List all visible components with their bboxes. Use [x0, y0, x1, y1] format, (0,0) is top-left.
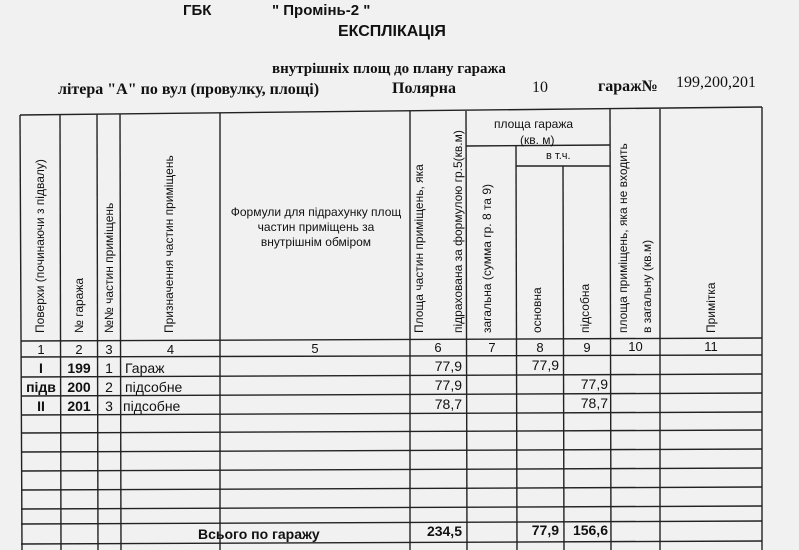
- group-header-including: в т.ч.: [546, 150, 571, 162]
- org-label: ГБК: [183, 2, 212, 19]
- group-header-garage-area: площа гаража: [494, 117, 574, 131]
- col-header-area-line1: Площа частин приміщень, яка: [412, 164, 426, 333]
- group-header-units: (кв. м): [520, 133, 555, 147]
- col-number: 5: [311, 341, 319, 356]
- document-title: ЕКСПЛІКАЦІЯ: [338, 23, 446, 40]
- col-header-formulas: Формули для підрахунку площ частин приміщень за внутрішнім обміром: [230, 205, 402, 249]
- col-header-excluded-line2: в загальну (кв.м): [640, 239, 654, 333]
- document-subtitle: внутрішніх площ до плану гаража: [272, 61, 506, 77]
- col-header-garage-number: № гаража: [72, 277, 86, 333]
- totals-aux: 156,6: [572, 522, 608, 538]
- totals-label: Всього по гаражу: [198, 526, 320, 542]
- garage-label: гараж№: [598, 78, 658, 95]
- row-garage: 199: [67, 360, 91, 376]
- col-number: 3: [105, 342, 113, 357]
- garage-numbers: 199,200,201: [676, 74, 756, 91]
- row-garage: 200: [67, 379, 91, 395]
- street-name: Полярна: [392, 80, 456, 97]
- row-main: 77,9: [531, 357, 559, 373]
- row-floor: I: [39, 360, 43, 376]
- row-aux: 78,7: [580, 395, 608, 411]
- col-number: 10: [628, 339, 643, 354]
- coop-name: " Промінь-2 ": [272, 2, 371, 19]
- col-header-total: загальна (сумма гр. 8 та 9): [480, 184, 494, 333]
- col-header-floors: Поверхи (починаючи з підвалу): [33, 159, 47, 333]
- col-header-part-numbers: №№ частин приміщень: [102, 202, 116, 333]
- row-floor: підв: [26, 379, 56, 395]
- col-header-auxiliary: підсобна: [578, 283, 592, 333]
- col-number: 4: [166, 342, 175, 357]
- row-purpose: підсобне: [125, 379, 183, 395]
- col-number: 11: [704, 339, 718, 354]
- row-garage: 201: [67, 398, 91, 414]
- col-number: 8: [536, 340, 544, 355]
- row-area: 77,9: [434, 377, 462, 393]
- col-header-purpose: Призначення частин приміщень: [162, 155, 176, 333]
- col-number: 2: [75, 342, 83, 357]
- col-number: 1: [37, 342, 45, 357]
- litera-label: літера "А" по вул (провулку, площі): [58, 81, 320, 98]
- col-number: 6: [434, 340, 442, 355]
- row-purpose: Гараж: [125, 360, 165, 376]
- row-aux: 77,9: [580, 376, 608, 392]
- totals-area: 234,5: [426, 523, 462, 539]
- row-part: 1: [105, 360, 113, 376]
- col-header-excluded-line1: площа приміщень, яка не входить: [616, 143, 630, 333]
- col-number: 9: [583, 340, 591, 355]
- row-area: 78,7: [434, 396, 462, 412]
- row-area: 77,9: [434, 358, 462, 374]
- col-header-main: основна: [530, 287, 544, 333]
- row-floor: II: [37, 398, 45, 414]
- col-header-notes: Примітка: [704, 282, 718, 333]
- house-number: 10: [532, 79, 548, 96]
- row-part: 3: [105, 398, 113, 414]
- col-number: 7: [488, 340, 496, 355]
- totals-main: 77,9: [531, 522, 559, 538]
- row-purpose: підсобне: [123, 398, 181, 414]
- row-part: 2: [105, 379, 113, 395]
- col-header-area-line2: підрахована за формулою гр.5(кв.м): [451, 130, 465, 333]
